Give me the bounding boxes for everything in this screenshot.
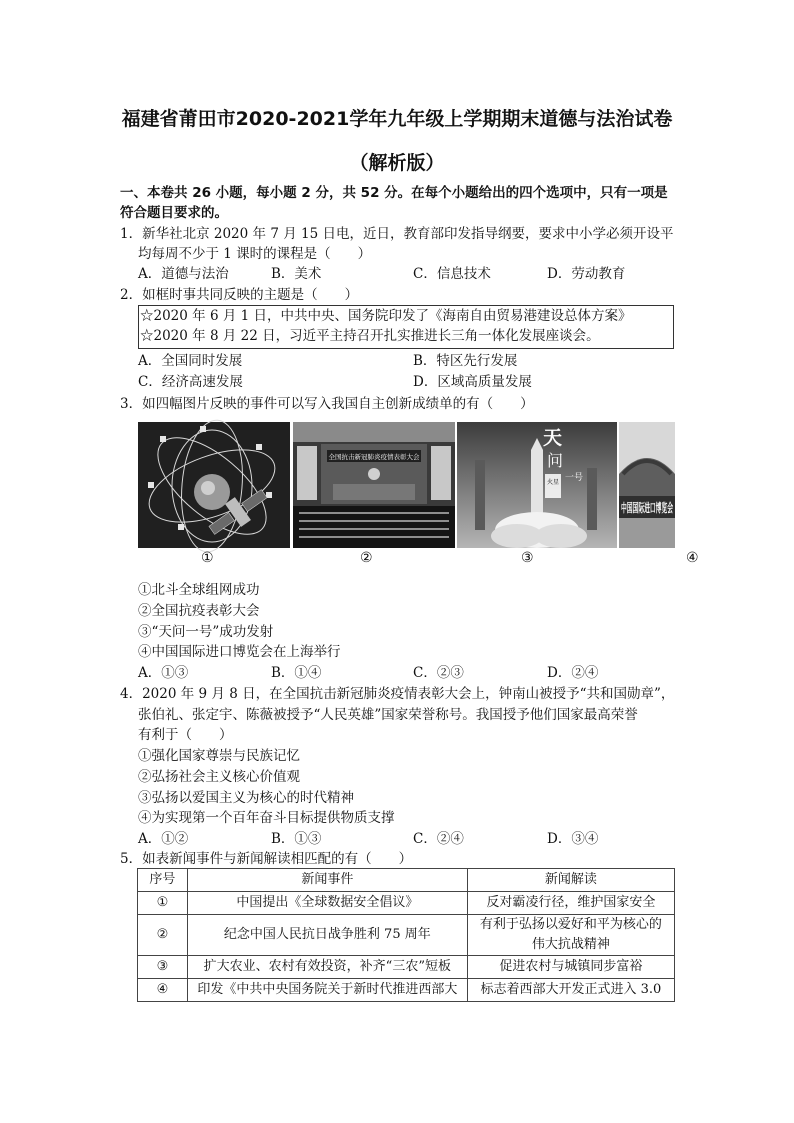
- q4-stem-line3: 有利于（ ）: [138, 727, 233, 743]
- row-event: 纪念中国人民抗日战争胜利 75 周年: [187, 915, 467, 956]
- tianwen-mars-text: 火星: [547, 479, 560, 486]
- q3-item-4: ④中国国际进口博览会在上海举行: [138, 644, 341, 660]
- q2-option-c[interactable]: C．经济高速发展: [138, 374, 243, 390]
- q3-option-b[interactable]: B．①④: [271, 665, 322, 681]
- table-row: [138, 915, 675, 956]
- q1-option-d[interactable]: D．劳动教育: [547, 266, 626, 282]
- q2-box-line2: ☆2020 年 8 月 22 日，习近平主持召开扎实推进长三角一体化发展座谈会。: [140, 328, 600, 344]
- q3-option-c[interactable]: C．②③: [413, 665, 464, 681]
- q4-item-2: ②弘扬社会主义核心价值观: [138, 769, 300, 785]
- q3-picture-strip: [138, 422, 730, 548]
- page-subtitle: （解析版）: [349, 152, 445, 174]
- q1-option-b[interactable]: B．美术: [271, 266, 322, 282]
- header-interpretation: 新闻解读: [467, 869, 674, 892]
- section-instruction-line2: 符合题目要求的。: [120, 205, 228, 221]
- q3-item-2: ②全国抗疫表彰大会: [138, 603, 260, 619]
- picture-label-2: ②: [360, 550, 373, 566]
- q4-item-3: ③弘扬以爱国主义为核心的时代精神: [138, 790, 354, 806]
- row-event: 扩大农业、农村有效投资，补齐“三农”短板: [187, 956, 467, 979]
- tianwen-char-2: 问: [547, 451, 564, 470]
- beidou-satellite-image: [138, 422, 290, 548]
- row-interpretation: [467, 915, 674, 956]
- table-row: [138, 892, 675, 915]
- table-header-row: [138, 869, 675, 892]
- news-table: [137, 868, 675, 1002]
- row-index: ①: [138, 892, 188, 915]
- table-row: [138, 979, 675, 1002]
- ciie-expo-image: [619, 422, 730, 548]
- row-interpretation: 标志着西部大开发正式进入 3.0: [467, 979, 674, 1002]
- q1-stem-line1: 1．新华社北京 2020 年 7 月 15 日电，近日，教育部印发指导纲要，要求中小学必须开设平: [120, 226, 674, 242]
- tianwen-launch-image: [457, 422, 617, 548]
- row-index: ③: [138, 956, 188, 979]
- row-event: 中国提出《全球数据安全倡议》: [187, 892, 467, 915]
- q4-item-1: ①强化国家尊崇与民族记忆: [138, 748, 300, 764]
- ciie-sign-text: 中国国际进口博览会: [621, 501, 730, 515]
- ceremony-banner: 全国抗击新冠肺炎疫情表彰大会: [328, 453, 420, 461]
- q4-stem-line2: 张伯礼、张定宇、陈薇被授予“人民英雄”国家荣誉称号。我国授予他们国家最高荣誉: [138, 707, 638, 723]
- row-index: ②: [138, 915, 188, 956]
- q4-option-b[interactable]: B．①③: [271, 831, 322, 847]
- q1-option-a[interactable]: A．道德与法治: [138, 266, 229, 282]
- row-interpretation: 反对霸凌行径，维护国家安全: [467, 892, 674, 915]
- header-event: 新闻事件: [187, 869, 467, 892]
- table-row: [138, 956, 675, 979]
- q2-box-line1: ☆2020 年 6 月 1 日，中共中央、国务院印发了《海南自由贸易港建设总体方案》: [140, 308, 632, 324]
- tianwen-char-1: 天: [543, 427, 563, 449]
- row-interpretation-line2: 伟大抗战精神: [531, 937, 610, 952]
- row-interpretation-line1: 有利于弘扬以爱好和平为核心的: [479, 917, 662, 932]
- q4-option-c[interactable]: C．②④: [413, 831, 464, 847]
- q2-option-b[interactable]: B．特区先行发展: [413, 353, 518, 369]
- q1-option-c[interactable]: C．信息技术: [413, 266, 491, 282]
- q3-stem: 3．如四幅图片反映的事件可以写入我国自主创新成绩单的有（ ）: [120, 396, 534, 412]
- q4-stem-line1: 4．2020 年 9 月 8 日，在全国抗击新冠肺炎疫情表彰大会上，钟南山被授予“共和国勋章”，: [120, 686, 675, 702]
- tianwen-char-3: 一号: [565, 473, 584, 483]
- picture-label-4: ④: [686, 550, 699, 566]
- picture-label-1: ①: [201, 550, 214, 566]
- row-index: ④: [138, 979, 188, 1002]
- row-interpretation: 促进农村与城镇同步富裕: [467, 956, 674, 979]
- row-event: 印发《中共中央国务院关于新时代推进西部大: [187, 979, 467, 1002]
- q3-item-1: ①北斗全球组网成功: [138, 582, 260, 598]
- q1-stem-line2: 均每周不少于 1 课时的课程是（ ）: [138, 246, 372, 262]
- q4-item-4: ④为实现第一个百年奋斗目标提供物质支撑: [138, 810, 395, 826]
- q2-option-d[interactable]: D．区域高质量发展: [413, 374, 532, 390]
- section-instruction-line1: 一、本卷共 26 小题，每小题 2 分，共 52 分。在每个小题给出的四个选项中，只有一项是: [120, 185, 668, 201]
- page-title: 福建省莆田市2020-2021学年九年级上学期期末道德与法治试卷: [121, 108, 673, 130]
- q4-option-a[interactable]: A．①②: [138, 831, 189, 847]
- q5-stem: 5．如表新闻事件与新闻解读相匹配的有（ ）: [120, 851, 413, 867]
- q3-option-a[interactable]: A．①③: [138, 665, 189, 681]
- q3-option-d[interactable]: D．②④: [547, 665, 599, 681]
- commendation-ceremony-image: [293, 422, 455, 548]
- q2-option-a[interactable]: A．全国同时发展: [138, 353, 243, 369]
- picture-label-3: ③: [521, 550, 534, 566]
- q3-item-3: ③“天问一号”成功发射: [138, 624, 274, 640]
- header-index: 序号: [138, 869, 188, 892]
- q2-stem: 2．如框时事共同反映的主题是（ ）: [120, 287, 359, 303]
- q4-option-d[interactable]: D．③④: [547, 831, 599, 847]
